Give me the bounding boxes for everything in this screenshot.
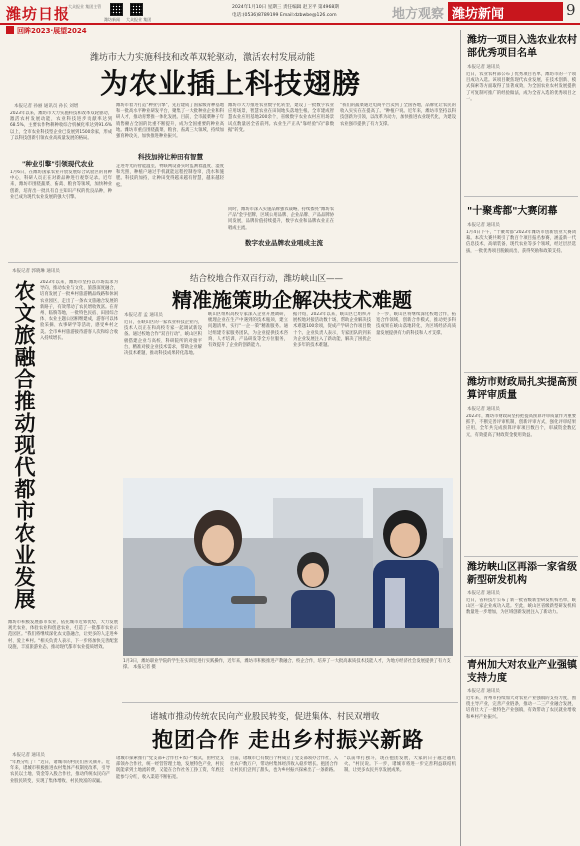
right-headline-2: "十聚鸢都"大赛闭幕 — [467, 206, 558, 217]
article-divider — [464, 656, 578, 657]
contact-info: 电话:(0536)8789199 Email:dzbwbe@126.com — [232, 13, 337, 18]
main-col3b-text: 同时，潍坊市深入实施品牌强农战略，持续擦亮"潍坊农产品"金字招牌，区域公用品牌、企业品牌、产品品牌协同发展，品牌价值持续提升，数字农业和品牌农业正在唱成主流。 — [228, 207, 334, 231]
right-headline-5: 青州加大对农业产业强镇支持力度 — [467, 660, 577, 684]
article-divider — [8, 262, 458, 263]
right-byline-2: 本报记者 通讯员 — [467, 223, 500, 228]
article-divider — [464, 372, 578, 373]
page-number: 9 — [566, 1, 576, 19]
masthead-divider — [0, 23, 580, 25]
main-headline: 为农业插上科技翅膀 — [100, 67, 362, 100]
main-subhead-3: 数字农业品牌农业唱成主流 — [245, 239, 323, 247]
bottom-kicker: 诸城市推动传统农民向产业股民转变，促进集体、村民双增收 — [150, 712, 380, 722]
middle-col1-text: 近日，在峡山区的一家农业科技企业内，技术人员正在和高校专家一起调试新设备。通过校地合作"双百行动"，峡山区积极搭建企业与高校、科研院所的对接平台，精准对接企业技术需求，帮助企业解决技术难题，推动科技成果转化落地。 — [124, 320, 202, 357]
right-body-2: 1月4日下午，"十聚鸢都"2023年潍坊市创新创业大赛闭幕。本次大赛共吸引了数百个项目报名参赛，涵盖新一代信息技术、高端装备、现代农业等多个领域，经过层层选拔，一批优秀项目脱颖而出，获得奖励和政策支持。 — [466, 230, 576, 254]
middle-col2-text: 峡山区组织高校专家深入企业开展调研，梳理企业在生产中遇到的技术瓶颈，建立问题清单，实行"一企一策"精准服务。通过组建专家服务团队，为企业提供技术咨询、人才培训、产品研发等全方位服务，有效提升了企业的创新能力。 — [208, 312, 288, 349]
right-byline-4: 本报记者 通讯员 — [467, 591, 500, 596]
main-col1b-text: 1月6日，在潍坊国家农业开放发展综合试验区的育种中心，科研人员正在对新品种进行观察记录。近年来，潍坊市围绕蔬菜、畜禽、粮食等领域，加快种业创新，培育出一批具有自主知识产权的优良品种，种业已成为现代农业发展的强大引擎。 — [10, 170, 112, 200]
main-col4-text: "我们的蔬菜通过电商平台卖到了全国各地，品牌化让农民的收入实实在在提高了。"种植户说。近年来，潍坊市坚持以科技创新为引领，以改革为动力，加快推进农业现代化，为建设农业强市提供了有力支撑。 — [340, 103, 456, 127]
right-body-5: 近年来，青州市持续加大对农业产业强镇的支持力度，围绕主导产业，完善产业链条，推动一二三产业融合发展，培育壮大了一批特色产业强镇，有效带动了农民就业增收和乡村产业振兴。 — [466, 696, 576, 720]
right-byline-1: 本报记者 通讯员 — [467, 65, 500, 70]
logo-subtitle: 大众报业 集团主管 — [68, 4, 102, 9]
main-col2-text: 潍坊市着力打造"种业引擎"，先后建成了国家级育种基地和一批高水平种业研发平台，聚集了一大批种业企业和科研人才，推动育繁推一体化发展。目前，全市蔬菜种子年销售额占全国的比重不断提升，成为全国重要的种业高地。潍坊市重点围绕蔬菜、粮食、畜禽三大领域，持续加强育种攻关，加快推进种业振兴。 — [116, 103, 224, 140]
bottom-col4-text: "以前单打独斗，现在抱团发展，大家的日子越过越红火。"村民说。下一步，诸城市将进一步完善利益联结机制，让更多农民共享发展成果。 — [344, 756, 456, 774]
bottom-headline: 抱团合作 走出乡村振兴新路 — [152, 728, 425, 752]
middle-headline: 精准施策助企解决技术难题 — [172, 288, 412, 312]
main-subhead-1: "种业引擎"引领现代农业 — [22, 160, 94, 168]
qr-label: 大众报业 集团 — [126, 17, 152, 22]
section-name-red: 潍坊新闻 — [452, 7, 505, 22]
bottom-col3-text: 目前，诸城市已有数百个村成立了党支部领办合作社，入社农户数万户，带动村集体经济收入稳步增长。抱团合作让村民们尝到了甜头，也为乡村振兴探索出了一条新路。 — [230, 756, 338, 774]
photo-illustration — [123, 478, 453, 656]
right-headline-1: 潍坊一项目入选农业农村部优秀项目名单 — [467, 35, 577, 59]
middle-kicker: 结合校地合作双百行动，潍坊峡山区—— — [190, 274, 344, 284]
masthead — [0, 0, 580, 30]
left-body2-text: 潍坊市积极发展都市农业，依托城市近郊优势，大力发展观光农业、体验农业和创意农业，打造了一批都市农业示范园区。"我们将继续深化农文旅融合，让更多的人走进乡村、爱上乡村。"相关负责人表示，下一步将加快完善配套设施，丰富旅游业态，推动现代都市农业提质增效。 — [8, 620, 118, 650]
column-divider — [460, 30, 461, 846]
bottom-col2-text: 诸城市探索推行"党支部+合作社+农户"模式，由村党支部领办合作社，统一经营管理土地，发展特色产业，村民既能拿到土地流转费，又能在合作社务工挣工资，年底还能参与分红，收入渠道不断拓宽。 — [116, 756, 224, 780]
right-body-4: 近日，省科技厅公布了新一批省级新型研发机构名单，峡山区一家企业成功入选。至此，峡山区省级新型研发机构数量进一步增加，为区域创新发展注入了新动力。 — [466, 598, 576, 616]
middle-col3-text: 据介绍，2023年以来，峡山区已组织开展校地对接活动数十场，帮助企业解决技术难题100余项，促成产学研合作项目数十个。企业负责人表示，专家团队的到来为企业发展注入了新动能，解决了困扰企业多年的技术难题。 — [293, 312, 371, 349]
qr-code-icon — [110, 3, 123, 16]
qr-label: 潍坊新闻 — [104, 17, 120, 22]
main-col3-text: 潍坊市大力推进农业数字化转型，建设了一批数字农业应用场景，智慧农业在田间地头落地生根。全市建成智慧农业应用基地200余个，省级数字农业农村应用场景试点数量居全省前列。农业生产正从"靠经验"向"靠数据"转变。 — [228, 103, 334, 133]
bottom-byline: 本报记者 通讯员 — [12, 753, 45, 758]
article-divider — [464, 556, 578, 557]
newspaper-logo: 潍坊日报 — [6, 5, 71, 23]
right-headline-3: 潍坊市财政局扎实提高预算评审质量 — [467, 377, 577, 401]
main-kicker: 潍坊市大力实施科技和改革双轮驱动，激活农村发展动能 — [90, 53, 316, 63]
right-body-1: 近日，农业农村部公布了优秀项目名单，潍坊市的一个项目成功入选。该项目聚焦现代农业发展，在技术创新、模式探索等方面取得了显著成效，为全国农业农村发展提供了可复制可推广的经验做法，成为全省入选的优秀项目之一。 — [466, 72, 576, 102]
news-photo — [123, 478, 453, 656]
main-col2b-text: 走进寿光的智能温室，物联网设备实时监测着温度、湿度和光照，种植户通过手机就能远程控制卷帘、浇水和施肥。科技的加持，让种田变得越来越有智慧，越来越轻松。 — [116, 164, 224, 188]
left-vertical-title: 农文旅融合推动现代都市农业发展 — [12, 280, 37, 610]
right-body-3: 2023年，潍坊市财政局坚持把提高预算评审质量作为重要抓手，不断完善评审机制，创新评审方式，强化评审结果应用，全年共完成预算评审项目数百个，审减资金数亿元，有效提高了财政资金使用效益。 — [466, 414, 576, 438]
tag-icon — [6, 26, 14, 34]
left-byline: 本报记者 郭晓琳 通讯员 — [12, 269, 60, 274]
photo-caption: 1月3日，潍坊职业学院的学生在实训室进行实践操作，近年来，潍坊市积极推进产教融合、校企合作，培养了一大批高素质技术技能人才，为地方经济社会发展提供了有力支撑。 本报记者 摄 — [123, 659, 451, 670]
bottom-col1-text: "年底分红了！"近日，诸城市的村民们喜笑颜开。近年来，诸城市积极推进农村集体产权制度改革，引导农民以土地、资金等入股合作社，推动传统农民向产业股民转变，实现了集体增收、村民致富的双赢。 — [10, 760, 110, 784]
issue-info: 2024年1月10日 星期三 责任编辑 赵卫平 第4968期 — [232, 5, 339, 10]
article-divider — [122, 702, 458, 703]
article-divider — [464, 196, 578, 197]
middle-byline: 本报记者 孟 通讯员 — [124, 313, 163, 318]
left-body-text: 2023年以来，潍坊市坚持以市场需求为导向，推动农业与文化、旅游深度融合，培育发展了一批乡村旅游精品线路和休闲农业园区，走出了一条农文旅融合发展的新路子，有效带动了农民增收致富。在青州、临朐等地，一批特色民宿、田园综合体、农业主题公园相继建成，游客可以体验采摘、农事研学等活动，感受乡村之美。全市乡村旅游接待游客人次和综合收入持续增长。 — [40, 280, 118, 341]
right-byline-3: 本报记者 通讯员 — [467, 407, 500, 412]
right-headline-4: 潍坊峡山区再添一家省级新型研发机构 — [467, 562, 577, 586]
qr-code-icon — [130, 3, 143, 16]
main-subhead-2: 科技加持让种田有智慧 — [138, 153, 203, 161]
column-tagline: 回眸2023·展望2024 — [17, 27, 87, 35]
right-byline-5: 本报记者 通讯员 — [467, 689, 500, 694]
section-name-gray: 地方观察 — [392, 7, 445, 22]
main-byline: 本报记者 孙丽 通讯员 孙长 刘增 — [14, 104, 79, 109]
middle-col4-text: 下一步，峡山区将继续深化校地合作，拓宽合作领域，创新合作模式，推动更多科技成果在峡山落地转化，为区域经济高质量发展提供有力的科技和人才支撑。 — [376, 312, 456, 336]
main-col1-text: 2023年以来，潍坊市大力实施科技和改革双轮驱动，激活农村发展动能，农业科技进步贡献率达到68.5%，主要农作物耕种收综合机械化率达到91.6%以上，全市农业科技型企业已发展到1500余家，形成了以科技创新引领农业高质量发展的格局。 — [10, 111, 112, 141]
